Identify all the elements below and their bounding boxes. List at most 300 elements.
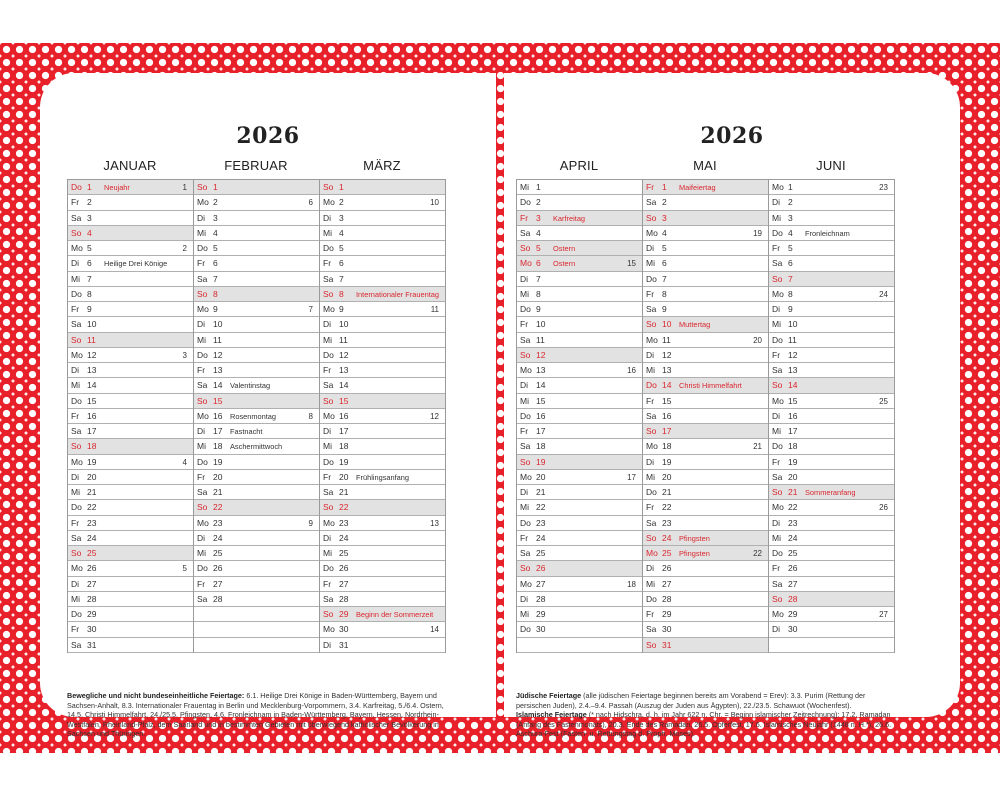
day-row [68, 439, 193, 454]
day-number: 1 [788, 182, 793, 192]
weekday-label: Di [646, 563, 655, 574]
weekday-label: Sa [646, 304, 657, 314]
day-row [320, 394, 445, 409]
month-grid [67, 179, 446, 653]
day-row [320, 439, 445, 454]
day-row [320, 272, 445, 287]
weekday-label: Fr [71, 410, 80, 421]
day-row [320, 348, 445, 363]
weekday-label: Mi [772, 532, 781, 543]
day-number: 14 [339, 380, 349, 391]
weekday-label: Di [772, 624, 781, 635]
day-row [643, 211, 768, 226]
footnote [67, 691, 445, 739]
day-number: 23 [213, 517, 223, 528]
week-number: 17 [627, 472, 636, 482]
weekday-label: Mo [646, 227, 658, 238]
day-row [194, 287, 319, 302]
day-number: 27 [339, 578, 349, 589]
weekday-label: Sa [197, 380, 208, 391]
month-headers [67, 158, 445, 176]
day-number: 31 [339, 639, 349, 650]
day-row [68, 226, 193, 241]
weekday-label: Fr [71, 197, 80, 208]
day-row [517, 531, 642, 546]
day-row [194, 455, 319, 470]
footnote-text: (* nach Hidschra, d. h. im Jahr 622 n. Chr. = Beginn islamischer Zeitrechnung): 17.2. Ramadan (Anfang des Fastenmonats), 20.3. Ende des Ramadan, 26.5. Opferfest, 17.6. Islamisches Neujahr (1448 n. H.*), 26.6. Aschura-Fest (Fasten- u. Rettungstag d. Proph. Moses). [516, 710, 892, 739]
week-number: 11 [430, 305, 439, 314]
day-row [769, 439, 894, 454]
day-row [643, 424, 768, 439]
day-number: 6 [339, 258, 344, 269]
day-row [517, 455, 642, 470]
weekday-label: Do [71, 502, 82, 513]
day-number: 15 [87, 395, 97, 406]
day-number: 17 [662, 426, 672, 436]
day-row [320, 592, 445, 607]
weekday-label: Di [71, 258, 80, 269]
day-number: 17 [87, 426, 97, 436]
day-row [769, 272, 894, 287]
weekday-label: Mi [520, 395, 529, 406]
weekday-label: Mo [520, 258, 532, 269]
day-row [320, 500, 445, 515]
weekday-label: Fr [197, 258, 206, 269]
day-row [68, 333, 193, 348]
weekday-label: Fr [323, 365, 332, 375]
day-row [68, 317, 193, 332]
event-label: Pfingsten [679, 549, 710, 558]
day-number: 9 [213, 304, 218, 314]
weekday-label: Mo [772, 182, 784, 192]
day-number: 22 [213, 502, 223, 513]
day-number: 22 [536, 502, 546, 513]
day-row [769, 348, 894, 363]
weekday-label: So [71, 441, 82, 452]
day-number: 11 [662, 334, 671, 345]
day-number: 29 [536, 609, 546, 619]
weekday-label: Mo [520, 471, 532, 482]
weekday-label: Do [323, 349, 334, 360]
day-row [194, 516, 319, 531]
day-row [517, 211, 642, 226]
weekday-label: Fr [197, 365, 206, 375]
day-number: 5 [339, 243, 344, 253]
day-row [320, 455, 445, 470]
weekday-label: So [520, 456, 531, 467]
day-number: 4 [788, 227, 793, 238]
weekday-label: Mi [71, 593, 80, 604]
day-row [769, 195, 894, 210]
day-row [194, 470, 319, 485]
weekday-label: So [323, 502, 334, 513]
day-number: 21 [788, 487, 798, 497]
day-row [68, 638, 193, 653]
day-row [320, 577, 445, 592]
day-row [643, 638, 768, 653]
weekday-label: Fr [520, 212, 529, 223]
event-label: Aschermittwoch [230, 442, 283, 452]
weekday-label: Sa [520, 441, 531, 452]
day-row [68, 424, 193, 439]
day-row [68, 409, 193, 424]
day-number: 3 [213, 212, 218, 223]
day-number: 17 [536, 426, 546, 436]
month-column [643, 180, 769, 653]
day-row [68, 287, 193, 302]
weekday-label: Di [197, 319, 206, 330]
day-number: 24 [536, 532, 546, 543]
day-row [68, 561, 193, 576]
day-row [517, 378, 642, 393]
day-row [194, 378, 319, 393]
day-row [643, 287, 768, 302]
weekday-label: So [772, 273, 783, 284]
month-header: JANUAR [103, 158, 157, 173]
weekday-label: Di [520, 487, 529, 497]
week-number: 14 [430, 625, 439, 635]
weekday-label: Do [323, 243, 334, 253]
day-number: 29 [662, 609, 672, 619]
empty-day-cell [769, 638, 894, 653]
day-number: 12 [536, 349, 546, 360]
day-number: 12 [788, 349, 798, 360]
weekday-label: Do [646, 593, 657, 604]
weekday-label: Mi [197, 334, 206, 345]
day-row [517, 470, 642, 485]
weekday-label: Sa [520, 334, 531, 345]
day-number: 27 [213, 578, 223, 589]
day-number: 4 [536, 227, 541, 238]
weekday-label: Mo [646, 548, 658, 558]
day-row [320, 561, 445, 576]
day-number: 8 [87, 288, 92, 299]
weekday-label: Di [197, 532, 206, 543]
weekday-label: Fr [646, 395, 655, 406]
month-header: MAI [693, 158, 717, 173]
day-number: 28 [536, 593, 546, 604]
day-number: 11 [788, 334, 797, 345]
weekday-label: Di [71, 578, 80, 589]
day-row [68, 256, 193, 271]
day-number: 20 [87, 471, 97, 482]
day-number: 24 [662, 532, 672, 543]
day-number: 18 [788, 441, 798, 452]
weekday-label: Sa [323, 380, 334, 391]
day-number: 21 [213, 487, 223, 497]
day-row [643, 439, 768, 454]
weekday-label: So [646, 426, 657, 436]
day-row [320, 241, 445, 256]
weekday-label: Fr [197, 471, 206, 482]
event-label: Rosenmontag [230, 411, 277, 421]
day-number: 5 [788, 243, 793, 253]
weekday-label: Do [520, 624, 531, 635]
day-row [68, 394, 193, 409]
month-column [320, 180, 446, 653]
weekday-label: Do [520, 304, 531, 314]
day-row [194, 333, 319, 348]
day-number: 13 [536, 365, 546, 375]
weekday-label: Mo [323, 197, 335, 208]
day-number: 24 [339, 532, 349, 543]
day-number: 10 [87, 319, 97, 330]
month-column [517, 180, 643, 653]
day-row [643, 226, 768, 241]
week-number: 20 [753, 335, 762, 345]
day-number: 6 [662, 258, 667, 269]
day-number: 2 [662, 197, 667, 208]
day-row [320, 607, 445, 622]
day-number: 2 [339, 197, 344, 208]
weekday-label: Di [772, 517, 781, 528]
day-number: 4 [87, 227, 92, 238]
weekday-label: Do [646, 273, 657, 284]
day-row [643, 394, 768, 409]
day-number: 30 [87, 624, 97, 635]
month-column [194, 180, 320, 653]
day-row [769, 287, 894, 302]
event-label: Ostern [553, 259, 576, 269]
day-row [320, 470, 445, 485]
day-row [68, 607, 193, 622]
day-number: 28 [662, 593, 672, 604]
day-number: 29 [788, 609, 798, 619]
weekday-label: So [71, 334, 82, 345]
day-number: 15 [662, 395, 672, 406]
weekday-label: Di [646, 243, 655, 253]
day-number: 26 [788, 563, 798, 574]
day-number: 4 [213, 227, 218, 238]
day-row [194, 226, 319, 241]
right-calendar-page [504, 73, 960, 739]
day-number: 14 [662, 380, 672, 391]
day-row [68, 180, 193, 195]
day-number: 13 [788, 365, 798, 375]
day-number: 13 [213, 365, 223, 375]
weekday-label: Do [197, 563, 208, 574]
day-number: 11 [213, 334, 222, 345]
day-row [68, 302, 193, 317]
day-number: 11 [536, 334, 545, 345]
day-row [68, 272, 193, 287]
day-row [643, 516, 768, 531]
day-number: 21 [87, 487, 97, 497]
day-number: 9 [87, 304, 92, 314]
day-row [194, 439, 319, 454]
day-number: 23 [87, 517, 97, 528]
left-calendar-page [40, 73, 496, 739]
day-row [68, 500, 193, 515]
weekday-label: Sa [772, 471, 783, 482]
day-row [517, 424, 642, 439]
weekday-label: Mi [71, 380, 80, 391]
day-number: 6 [788, 258, 793, 269]
weekday-label: Di [520, 593, 529, 604]
weekday-label: So [772, 487, 783, 497]
day-row [517, 546, 642, 561]
day-number: 25 [87, 548, 97, 558]
page-year: 2026 [700, 123, 764, 149]
day-number: 20 [339, 471, 349, 482]
weekday-label: Mi [772, 212, 781, 223]
day-row [320, 546, 445, 561]
event-label: Sommeranfang [805, 488, 856, 497]
day-number: 27 [662, 578, 672, 589]
week-number: 24 [879, 289, 888, 299]
day-row [769, 546, 894, 561]
day-number: 28 [339, 593, 349, 604]
day-number: 1 [339, 182, 344, 192]
day-number: 29 [339, 609, 349, 619]
weekday-label: Mo [646, 441, 658, 452]
day-number: 10 [788, 319, 798, 330]
weekday-label: Mo [71, 349, 83, 360]
day-number: 26 [662, 563, 672, 574]
event-label: Christi Himmelfahrt [679, 381, 742, 391]
weekday-label: Di [646, 349, 655, 360]
day-number: 18 [662, 441, 672, 452]
weekday-label: Mi [323, 227, 332, 238]
day-row [769, 256, 894, 271]
event-label: Frühlingsanfang [356, 472, 410, 482]
day-number: 24 [788, 532, 798, 543]
day-number: 24 [87, 532, 97, 543]
day-number: 18 [339, 441, 349, 452]
day-row [643, 241, 768, 256]
day-row [68, 195, 193, 210]
week-number: 6 [308, 198, 313, 208]
weekday-label: Mo [520, 365, 532, 375]
day-row [320, 256, 445, 271]
day-row [68, 241, 193, 256]
day-row [769, 302, 894, 317]
weekday-label: Sa [772, 258, 783, 269]
weekday-label: Fr [71, 624, 80, 635]
weekday-label: Mo [772, 395, 784, 406]
day-row [769, 455, 894, 470]
event-label: Heilige Drei Könige [104, 259, 168, 269]
day-row [769, 363, 894, 378]
day-number: 4 [339, 227, 344, 238]
day-number: 27 [87, 578, 97, 589]
day-row [769, 333, 894, 348]
weekday-label: Sa [197, 273, 208, 284]
day-row [517, 592, 642, 607]
day-row [320, 622, 445, 637]
event-label: Karfreitag [553, 213, 586, 223]
weekday-label: Mo [197, 410, 209, 421]
day-row [517, 317, 642, 332]
day-row [517, 348, 642, 363]
day-row [517, 622, 642, 637]
day-number: 26 [87, 563, 97, 574]
day-number: 17 [788, 426, 798, 436]
day-number: 26 [339, 563, 349, 574]
day-row [769, 500, 894, 515]
day-row [769, 622, 894, 637]
weekday-label: Do [323, 456, 334, 467]
day-number: 21 [662, 487, 672, 497]
day-row [643, 485, 768, 500]
day-row [68, 592, 193, 607]
day-number: 13 [87, 365, 97, 375]
day-row [769, 516, 894, 531]
day-number: 8 [213, 288, 218, 299]
day-row [517, 272, 642, 287]
day-row [517, 363, 642, 378]
day-number: 15 [339, 395, 349, 406]
weekday-label: So [772, 593, 783, 604]
weekday-label: So [323, 395, 334, 406]
event-label: Fastnacht [230, 427, 263, 436]
day-number: 25 [788, 548, 798, 558]
footnote-title: Islamische Feiertage [516, 710, 587, 720]
weekday-label: Mi [646, 258, 655, 269]
day-number: 7 [788, 273, 793, 284]
day-number: 19 [788, 456, 798, 467]
day-number: 18 [536, 441, 546, 452]
day-number: 10 [339, 319, 349, 330]
day-row [517, 577, 642, 592]
day-number: 22 [788, 502, 798, 513]
weekday-label: Sa [520, 548, 531, 558]
day-number: 16 [339, 410, 349, 421]
weekday-label: Mi [520, 288, 529, 299]
day-row [769, 317, 894, 332]
weekday-label: Mi [197, 548, 206, 558]
day-number: 23 [339, 517, 349, 528]
weekday-label: Sa [197, 487, 208, 497]
weekday-label: Fr [520, 319, 529, 330]
day-number: 25 [213, 548, 223, 558]
day-row [517, 485, 642, 500]
weekday-label: Mo [520, 578, 532, 589]
weekday-label: Di [71, 365, 80, 375]
weekday-label: Do [323, 563, 334, 574]
day-row [769, 211, 894, 226]
day-number: 19 [339, 456, 349, 467]
day-number: 21 [339, 487, 349, 497]
day-row [68, 485, 193, 500]
day-number: 16 [213, 410, 223, 421]
day-number: 8 [536, 288, 541, 299]
day-number: 7 [87, 273, 92, 284]
day-number: 1 [87, 182, 92, 192]
empty-day-cell [517, 638, 642, 653]
empty-day-cell [194, 622, 319, 637]
day-number: 3 [87, 212, 92, 223]
weekday-label: Sa [71, 532, 82, 543]
day-row [643, 409, 768, 424]
day-row [194, 272, 319, 287]
day-row [194, 348, 319, 363]
day-row [320, 226, 445, 241]
day-number: 19 [87, 456, 97, 467]
day-row [517, 180, 642, 195]
weekday-label: Mi [323, 548, 332, 558]
day-row [643, 333, 768, 348]
day-number: 25 [662, 548, 672, 558]
weekday-label: Di [772, 304, 781, 314]
day-row [769, 226, 894, 241]
day-row [517, 516, 642, 531]
footnote-title: Bewegliche und nicht bundeseinheitliche Feiertage: [67, 691, 245, 700]
weekday-label: Mi [71, 273, 80, 284]
weekday-label: Sa [71, 319, 82, 330]
weekday-label: Mo [71, 456, 83, 467]
weekday-label: Di [323, 319, 332, 330]
